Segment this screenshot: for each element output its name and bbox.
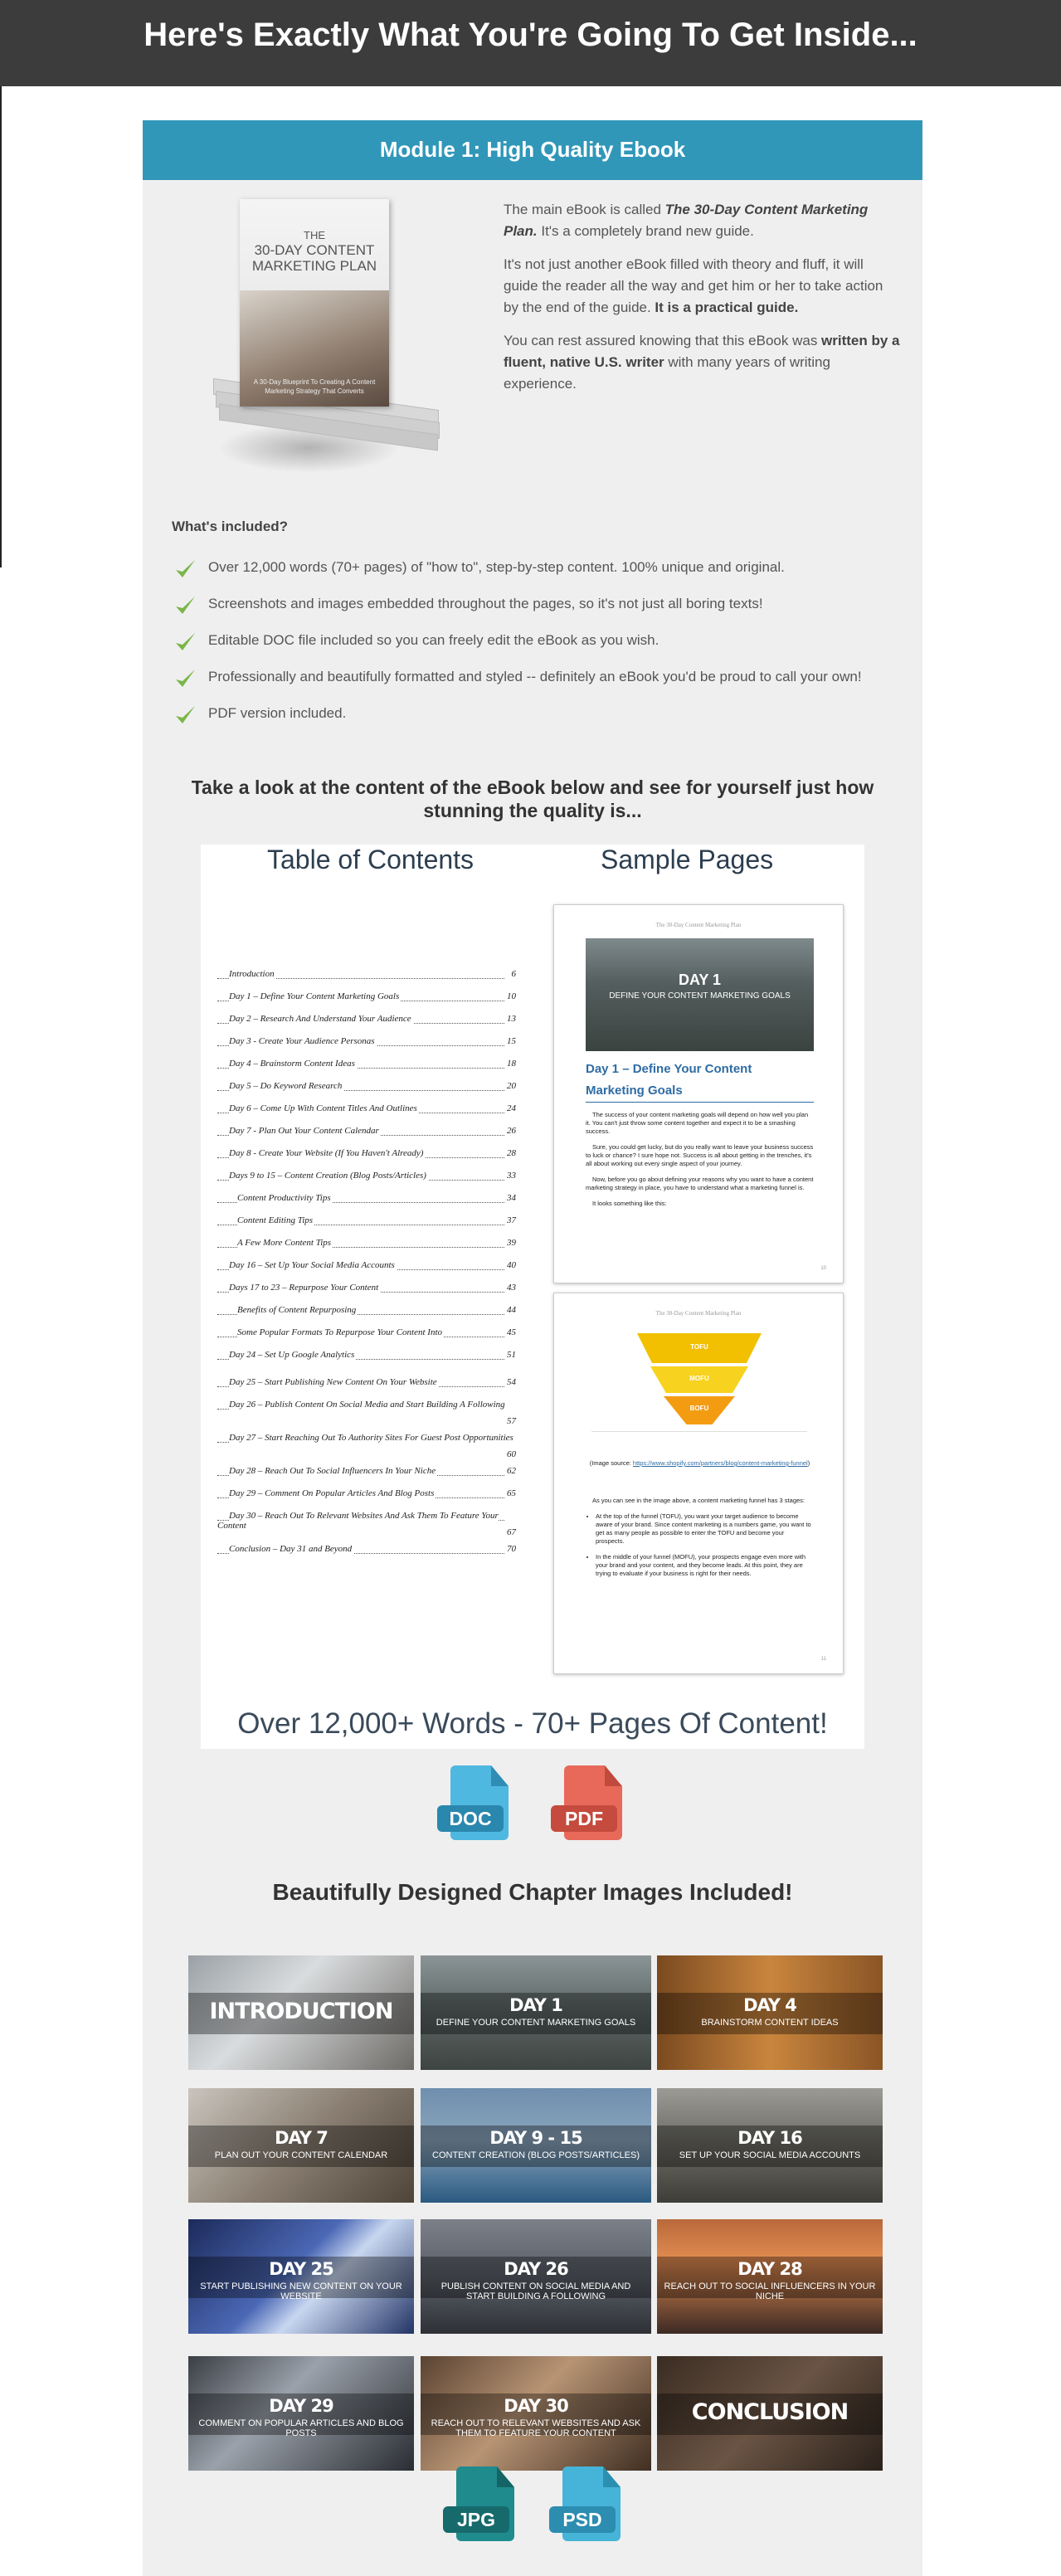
image-source-link[interactable]: https://www.shopify.com/partners/blog/content-marketing-funnel xyxy=(632,1459,808,1467)
toc-entry: Days 17 to 23 – Repurpose Your Content 43 xyxy=(217,1283,516,1305)
page-header-bar xyxy=(0,0,1061,86)
checkmark-icon xyxy=(173,704,197,727)
checkmark-icon xyxy=(173,667,197,690)
toc-entry: Day 7 - Plan Out Your Content Calendar 26 xyxy=(217,1126,516,1148)
toc-entry: Some Popular Formats To Repurpose Your Content Into 45 xyxy=(217,1327,516,1350)
toc-entry: Day 6 – Come Up With Content Titles And Outlines 24 xyxy=(217,1103,516,1126)
chapter-image-tile: DAY 7 PLAN OUT YOUR CONTENT CALENDAR xyxy=(188,2088,414,2203)
chapter-image-tile: DAY 25 START PUBLISHING NEW CONTENT ON YOUR WEBSITE xyxy=(188,2219,414,2334)
psd-file-icon: PSD xyxy=(549,2466,625,2543)
included-item: Professionally and beautifully formatted and styled -- definitely an eBook you'd be proud to call your own! xyxy=(172,665,902,689)
checkmark-icon xyxy=(173,631,197,654)
included-item: Over 12,000 words (70+ pages) of "how to", step-by-step content. 100% unique and original. xyxy=(172,556,902,579)
included-item: Screenshots and images embedded throughout the pages, so it's not just all boring texts! xyxy=(172,592,902,616)
module-title: Module 1: High Quality Ebook xyxy=(379,137,686,162)
toc-entry: Days 9 to 15 – Content Creation (Blog Posts/Articles) 33 xyxy=(217,1171,516,1193)
chapter-image-tile: DAY 29 COMMENT ON POPULAR ARTICLES AND BLOG POSTS xyxy=(188,2356,414,2471)
module-header xyxy=(143,120,922,180)
included-item: Editable DOC file included so you can freely edit the eBook as you wish. xyxy=(172,629,902,652)
toc-entry: Conclusion – Day 31 and Beyond 70 xyxy=(217,1544,516,1566)
chapter-images-heading: Beautifully Designed Chapter Images Included! xyxy=(272,1879,793,1905)
ebook-cover: THE 30-DAY CONTENT MARKETING PLAN A 30-Day Blueprint To Creating A Content Marketing Strategy That Converts xyxy=(240,199,389,407)
table-of-contents xyxy=(217,969,516,1566)
word-count-banner: Over 12,000+ Words - 70+ Pages Of Content! xyxy=(237,1707,828,1740)
toc-entry: Day 30 – Reach Out To Relevant Websites And Ask Them To Feature Your Content 67 xyxy=(217,1511,516,1544)
toc-entry: Day 27 – Start Reaching Out To Authority Sites For Guest Post Opportunities 60 xyxy=(217,1433,516,1466)
sample-page-heading: Day 1 – Define Your Content Marketing Goals xyxy=(586,1059,814,1103)
toc-entry: Day 2 – Research And Understand Your Audience 13 xyxy=(217,1014,516,1036)
sample-page-1: The 30-Day Content Marketing Plan DAY 1 DEFINE YOUR CONTENT MARKETING GOALS Day 1 – Define Your Content Marketing Goals The success of your content marketing goals will depend on how well you plan it. You can't just throw some content together and expect it to be a smashing success. Sure, you could get lucky, but do you really want to leave your business success to luck or chance? I sure hope not. Success is all about getting in the trenches, it's all about working out every single aspect of your journey. Now, before you go about defining your reasons why you want to have a content marketing strategy in place, you have to understand what a marketing funnel is. It looks something like this: 10 xyxy=(553,904,844,1283)
toc-entry: Day 26 – Publish Content On Social Media and Start Building A Following 57 xyxy=(217,1400,516,1433)
toc-entry: Day 29 – Comment On Popular Articles And Blog Posts 65 xyxy=(217,1488,516,1511)
toc-heading: Table of Contents xyxy=(267,845,475,874)
module-panel xyxy=(143,120,922,2576)
toc-entry: Day 4 – Brainstorm Content Ideas 18 xyxy=(217,1059,516,1081)
sample-page-2: The 30-Day Content Marketing Plan TOFU MOFU BOFU (Image source: https://www.shopify.com/partners/blog/content-marketing-funnel) As you can see in the image above, a content marketing funnel has 3 stages: • At the top of the funnel (TOFU), you want your target audience to become aware of your brand. Since content marketing is a numbers game, you want to get as many people as possible to enter the TOFU and become your prospects. • In the middle of your funnel (MOFU), your prospects engage even more with your brand and your content, and they become leads. At this point, they are trying to evaluate if your business is right for their needs. 11 xyxy=(553,1293,844,1674)
chapter-image-tile: INTRODUCTION xyxy=(188,1955,414,2070)
toc-entry: Introduction 6 xyxy=(217,969,516,991)
toc-entry: Day 8 - Create Your Website (If You Haven't Already) 28 xyxy=(217,1148,516,1171)
chapter-image-tile: DAY 26 PUBLISH CONTENT ON SOCIAL MEDIA AND START BUILDING A FOLLOWING xyxy=(421,2219,651,2334)
toc-entry: Day 16 – Set Up Your Social Media Accounts 40 xyxy=(217,1260,516,1283)
included-item: PDF version included. xyxy=(172,702,902,725)
toc-entry: Content Editing Tips 37 xyxy=(217,1215,516,1238)
toc-entry: Day 24 – Set Up Google Analytics 51 xyxy=(217,1350,516,1372)
toc-entry: A Few More Content Tips 39 xyxy=(217,1238,516,1260)
toc-entry: Day 28 – Reach Out To Social Influencers In Your Niche 62 xyxy=(217,1466,516,1488)
sample-pages-heading: Sample Pages xyxy=(601,845,774,874)
left-edge-line xyxy=(0,86,2,567)
pdf-file-icon: PDF xyxy=(551,1765,627,1842)
preview-heading: Take a look at the content of the eBook below and see for yourself just how stunning the quality is... xyxy=(191,777,874,821)
toc-entry: Day 1 – Define Your Content Marketing Goals 10 xyxy=(217,991,516,1014)
toc-entry: Benefits of Content Repurposing 44 xyxy=(217,1305,516,1327)
chapter-image-tile: CONCLUSION xyxy=(657,2356,883,2471)
checkmark-icon xyxy=(173,558,197,581)
toc-entry: Day 3 - Create Your Audience Personas 15 xyxy=(217,1036,516,1059)
doc-file-icon: DOC xyxy=(437,1765,513,1842)
ebook-cover-image xyxy=(209,199,400,506)
ebook-description: The main eBook is called The 30-Day Content Marketing Plan. It's a completely brand new guide. It's not just another eBook filled with theory and fluff, it will guide the reader all the way and get him or her to take action by the end of the guide. It is a practical guide. You can rest assured knowing that this eBook was written by a fluent, native U.S. writer with many years of writing experience. xyxy=(504,202,900,392)
included-list xyxy=(172,556,902,738)
chapter-image-tile: DAY 4 BRAINSTORM CONTENT IDEAS xyxy=(657,1955,883,2070)
chapter-image-tile: DAY 9 - 15 CONTENT CREATION (BLOG POSTS/ARTICLES) xyxy=(421,2088,651,2203)
jpg-file-icon: JPG xyxy=(443,2466,519,2543)
chapter-image-tile: DAY 30 REACH OUT TO RELEVANT WEBSITES AND ASK THEM TO FEATURE YOUR CONTENT xyxy=(421,2356,651,2471)
checkmark-icon xyxy=(173,594,197,617)
toc-entry: Day 25 – Start Publishing New Content On Your Website 54 xyxy=(217,1377,516,1400)
chapter-image-tile: DAY 28 REACH OUT TO SOCIAL INFLUENCERS IN YOUR NICHE xyxy=(657,2219,883,2334)
toc-entry: Day 5 – Do Keyword Research 20 xyxy=(217,1081,516,1103)
day1-banner-image: DAY 1 DEFINE YOUR CONTENT MARKETING GOALS xyxy=(586,938,814,1051)
chapter-image-tile: DAY 1 DEFINE YOUR CONTENT MARKETING GOALS xyxy=(421,1955,651,2070)
included-heading: What's included? xyxy=(172,519,289,534)
marketing-funnel-image: TOFU MOFU BOFU xyxy=(637,1333,762,1449)
ebook-preview xyxy=(201,845,864,1749)
page-title: Here's Exactly What You're Going To Get Inside... xyxy=(144,17,917,53)
toc-entry: Content Productivity Tips 34 xyxy=(217,1193,516,1215)
chapter-image-tile: DAY 16 SET UP YOUR SOCIAL MEDIA ACCOUNTS xyxy=(657,2088,883,2203)
